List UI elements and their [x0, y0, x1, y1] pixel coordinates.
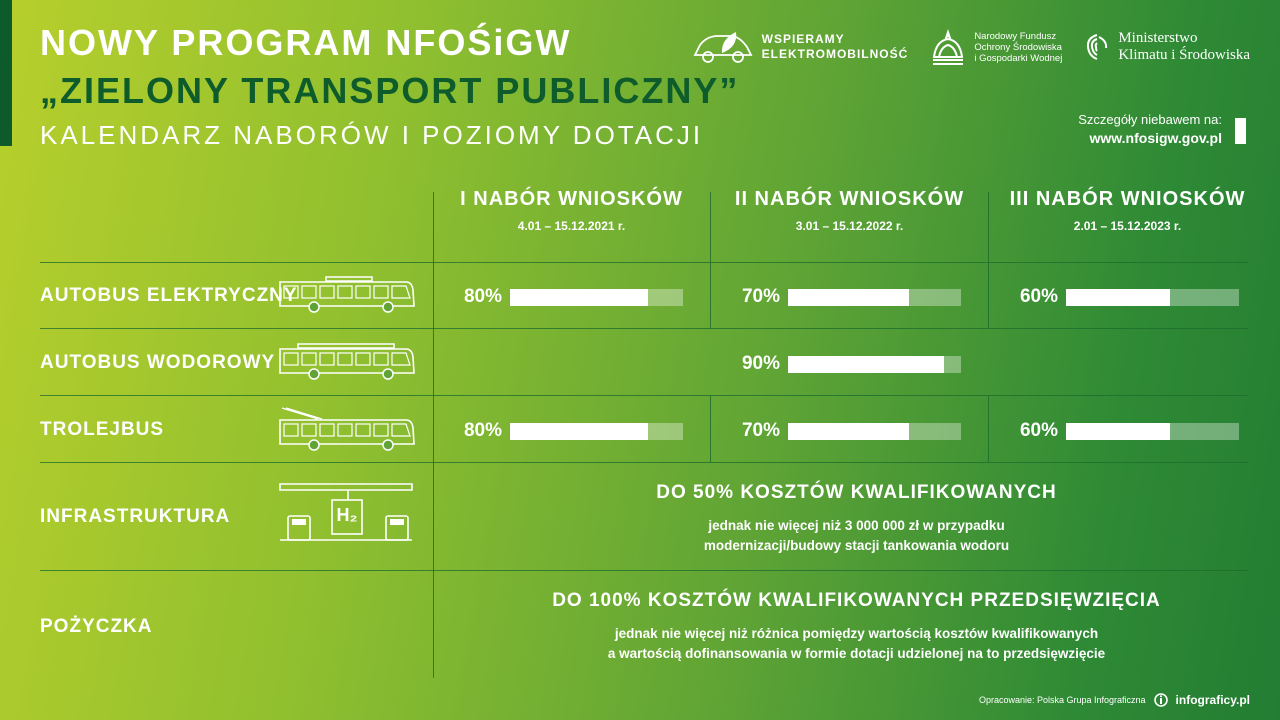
- electric-bus-icon: [278, 276, 416, 314]
- grid-line: [40, 262, 1248, 263]
- footer-credit: Opracowanie: Polska Grupa Infograficzna: [978, 695, 1146, 705]
- column-title: II NABÓR WNIOSKÓW: [734, 188, 965, 210]
- title-line-3: KALENDARZ NABORÓW I POZIOMY DOTACJI: [40, 120, 704, 150]
- progress-track: [1066, 289, 1239, 306]
- progress-track: [510, 423, 683, 440]
- percent-label: 80%: [463, 286, 502, 307]
- column-title: III NABÓR WNIOSKÓW: [1009, 188, 1246, 210]
- note-line: modernizacji/budowy stacji tankowania wodoru: [703, 538, 1010, 553]
- column-dates: 3.01 – 15.12.2022 r.: [795, 219, 904, 233]
- column-header-3: [989, 188, 1266, 233]
- progress-track: [1066, 423, 1239, 440]
- row-label-loan: POŻYCZKA: [40, 616, 153, 637]
- nfosigw-text-2: Ochrony Środowiska: [974, 41, 1062, 53]
- row-label-hydrogen-bus: AUTOBUS WODOROWY: [40, 352, 276, 373]
- column-title: I NABÓR WNIOSKÓW: [460, 188, 683, 210]
- title-line-1: NOWY PROGRAM NFOŚiGW: [40, 22, 572, 63]
- ministry-swirl-icon: [1084, 32, 1110, 62]
- percent-label: 90%: [741, 353, 780, 374]
- trolleybus-icon: [278, 406, 416, 452]
- row-label-electric-bus: AUTOBUS ELEKTRYCZNY: [40, 285, 298, 306]
- info-marker: [1235, 118, 1246, 144]
- ministry-logo: [1084, 30, 1250, 64]
- progress-fill: [1066, 289, 1170, 306]
- hydrogen-bus-cell: [730, 353, 961, 375]
- info-label: Szczegóły niebawem na:: [1078, 112, 1222, 127]
- title-line-2: „ZIELONY TRANSPORT PUBLICZNY”: [40, 70, 740, 111]
- nfosigw-text-3: i Gospodarki Wodnej: [974, 52, 1063, 64]
- infograficy-logo-icon: [1154, 693, 1168, 707]
- info-url-link[interactable]: www.nfosigw.gov.pl: [1089, 130, 1222, 146]
- emobility-text-2: ELEKTROMOBILNOŚĆ: [761, 47, 909, 61]
- nfosigw-emblem-icon: [930, 27, 966, 67]
- emobility-logo: [692, 27, 909, 67]
- grid-line: [988, 395, 989, 462]
- percent-label: 70%: [741, 420, 780, 441]
- column-header-2: [711, 188, 988, 233]
- info-block: [1078, 112, 1222, 146]
- percent-label: 60%: [1019, 420, 1058, 441]
- loan-note: [433, 624, 1280, 664]
- nfosigw-text-1: Narodowy Fundusz: [974, 30, 1057, 42]
- note-line: jednak nie więcej niż 3 000 000 zł w przypadku: [708, 518, 1005, 533]
- row-label-trolleybus: TROLEJBUS: [40, 419, 165, 440]
- footer: [979, 693, 1250, 707]
- progress-track: [788, 423, 961, 440]
- electric-bus-cell-1: [452, 286, 683, 308]
- progress-track: [788, 356, 961, 373]
- percent-label: 70%: [741, 286, 780, 307]
- progress-track: [510, 289, 683, 306]
- ministry-text-2: Klimatu i Środowiska: [1118, 47, 1250, 63]
- note-line: a wartością dofinansowania w formie dotacji udzielonej na to przedsięwzięcie: [607, 646, 1106, 661]
- trolleybus-cell-1: [452, 420, 683, 442]
- accent-bar: [0, 0, 12, 146]
- car-leaf-icon: [692, 27, 754, 67]
- infrastructure-note: [433, 516, 1280, 556]
- nfosigw-logo: [930, 27, 1062, 67]
- percent-label: 60%: [1019, 286, 1058, 307]
- infrastructure-cell: [433, 482, 1280, 556]
- ministry-text-1: Ministerstwo: [1118, 30, 1198, 46]
- grid-line: [710, 395, 711, 462]
- hydrogen-station-icon: [278, 478, 416, 544]
- footer-brand-link[interactable]: infograficy.pl: [1175, 693, 1250, 707]
- trolleybus-cell-3: [1008, 420, 1239, 442]
- note-line: jednak nie więcej niż różnica pomiędzy wartością kosztów kwalifikowanych: [614, 626, 1099, 641]
- progress-fill: [510, 423, 648, 440]
- percent-label: 80%: [463, 420, 502, 441]
- column-dates: 4.01 – 15.12.2021 r.: [517, 219, 626, 233]
- h2-label: H₂: [336, 505, 358, 525]
- grid-line: [40, 462, 1248, 463]
- logo-strip: [692, 22, 1250, 72]
- progress-fill: [1066, 423, 1170, 440]
- progress-fill: [788, 356, 944, 373]
- electric-bus-cell-2: [730, 286, 961, 308]
- column-header-1: [433, 188, 710, 233]
- hydrogen-bus-icon: [278, 343, 416, 381]
- column-dates: 2.01 – 15.12.2023 r.: [1073, 219, 1182, 233]
- emobility-text-1: WSPIERAMY: [761, 32, 845, 46]
- row-label-infrastructure: INFRASTRUKTURA: [40, 506, 231, 527]
- progress-fill: [788, 289, 909, 306]
- progress-fill: [510, 289, 648, 306]
- progress-track: [788, 289, 961, 306]
- electric-bus-cell-3: [1008, 286, 1239, 308]
- progress-fill: [788, 423, 909, 440]
- trolleybus-cell-2: [730, 420, 961, 442]
- grid-line: [40, 570, 1248, 571]
- loan-cell: [433, 590, 1280, 664]
- grid-line: [40, 395, 1248, 396]
- loan-title: DO 100% KOSZTÓW KWALIFIKOWANYCH PRZEDSIĘWZIĘCIA: [552, 590, 1161, 611]
- grid-line: [40, 328, 1248, 329]
- infrastructure-title: DO 50% KOSZTÓW KWALIFIKOWANYCH: [656, 482, 1057, 503]
